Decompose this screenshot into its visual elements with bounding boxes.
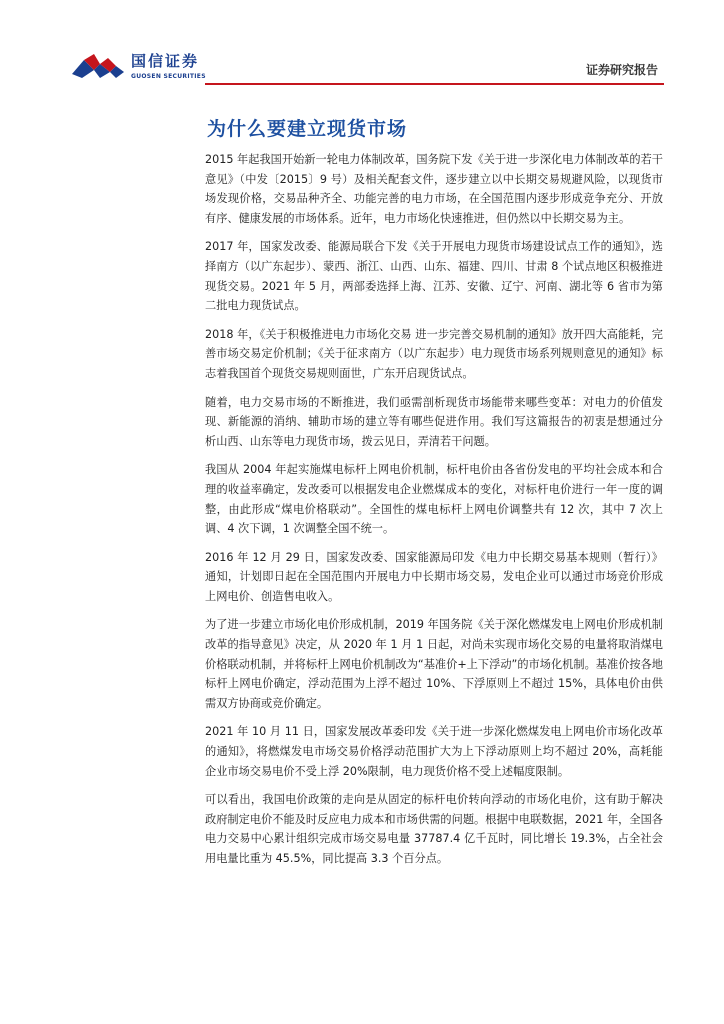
guosen-logo [70,50,206,80]
body-content [205,150,663,878]
paragraph: 为了进一步建立市场化电价形成机制，2019 年国务院《关于深化燃煤发电上网电价形成机制改革的指导意见》决定，从 2020 年 1 月 1 日起，对尚未实现市场化交易的电量将取消煤电价格联动机制，并将标杆上网电价机制改为“基准价+上下浮动”的市场化机制。基准价按各地标杆上网电价确定，浮动范围为上浮不超过 10%、下浮原则上不超过 15%，具体电价由供需双方协商或竞价确定。 [205,618,663,710]
paragraph: 2016 年 12 月 29 日，国家发改委、国家能源局印发《电力中长期交易基本规则（暂行）》通知，计划即日起在全国范围内开展电力中长期市场交易，发电企业可以通过市场竞价形成上网电价、创造售电收入。 [205,550,663,603]
guosen-logo-mark-icon [70,50,126,80]
paragraph: 可以看出，我国电价政策的走向是从固定的标杆电价转向浮动的市场化电价，这有助于解决政府制定电价不能及时反应电力成本和市场供需的问题。根据中电联数据，2021 年，全国各电力交易中心累计组织完成市场交易电量 37787.4 亿千瓦时，同比增长 19.3%，占全社会用电量比重为 45.5%，同比提高 3.3 个百分点。 [205,793,663,865]
paragraph: 2018 年，《关于积极推进电力市场化交易 进一步完善交易机制的通知》放开四大高能耗，完善市场交易定价机制；《关于征求南方（以广东起步）电力现货市场系列规则意见的通知》标志着我国首个现货交易规则面世，广东开启现货试点。 [205,327,663,380]
paragraph: 我国从 2004 年起实施煤电标杆上网电价机制，标杆电价由各省份发电的平均社会成本和合理的收益率确定，发改委可以根据发电企业燃煤成本的变化，对标杆电价进行一年一度的调整，由此形成“煤电价格联动”。全国性的煤电标杆上网电价调整共有 12 次，其中 7 次上调、4 次下调，1 次调整全国不统一。 [205,463,663,536]
report-type-label: 证券研究报告 [585,63,658,77]
paragraph: 2015 年起我国开始新一轮电力体制改革，国务院下发《关于进一步深化电力体制改革的若干意见》（中发〔2015〕9 号）及相关配套文件，逐步建立以中长期交易规避风险，以现货市场发现价格，交易品种齐全、功能完善的电力市场，在全国范围内逐步形成竞争充分、开放有序、健康发展的市场体系。近年，电力市场化快速推进，但仍然以中长期交易为主。 [205,153,663,225]
brand-name-en: GUOSEN SECURITIES [131,73,206,80]
header-divider [205,83,664,85]
page-header [0,0,724,100]
section-title: 为什么要建立现货市场 [207,118,408,140]
brand-name-cn: 国信证券 [131,52,200,70]
paragraph: 随着，电力交易市场的不断推进，我们亟需剖析现货市场能带来哪些变革：对电力的价值发现、新能源的消纳、辅助市场的建立等有哪些促进作用。我们写这篇报告的初衷是想通过分析山西、山东等电力现货市场，拨云见日，弄清若干问题。 [205,395,663,448]
paragraph: 2021 年 10 月 11 日，国家发展改革委印发《关于进一步深化燃煤发电上网电价市场化改革的通知》，将燃煤发电市场交易价格浮动范围扩大为上下浮动原则上均不超过 20%，高耗能企业市场交易电价不受上浮 20%限制，电力现货价格不受上述幅度限制。 [205,725,663,778]
paragraph: 2017 年，国家发改委、能源局联合下发《关于开展电力现货市场建设试点工作的通知》，选择南方（以广东起步）、蒙西、浙江、山西、山东、福建、四川、甘肃 8 个试点地区积极推进现货交易。2021 年 5 月，两部委选择上海、江苏、安徽、辽宁、河南、湖北等 6 省市为第二批电力现货试点。 [205,240,663,313]
